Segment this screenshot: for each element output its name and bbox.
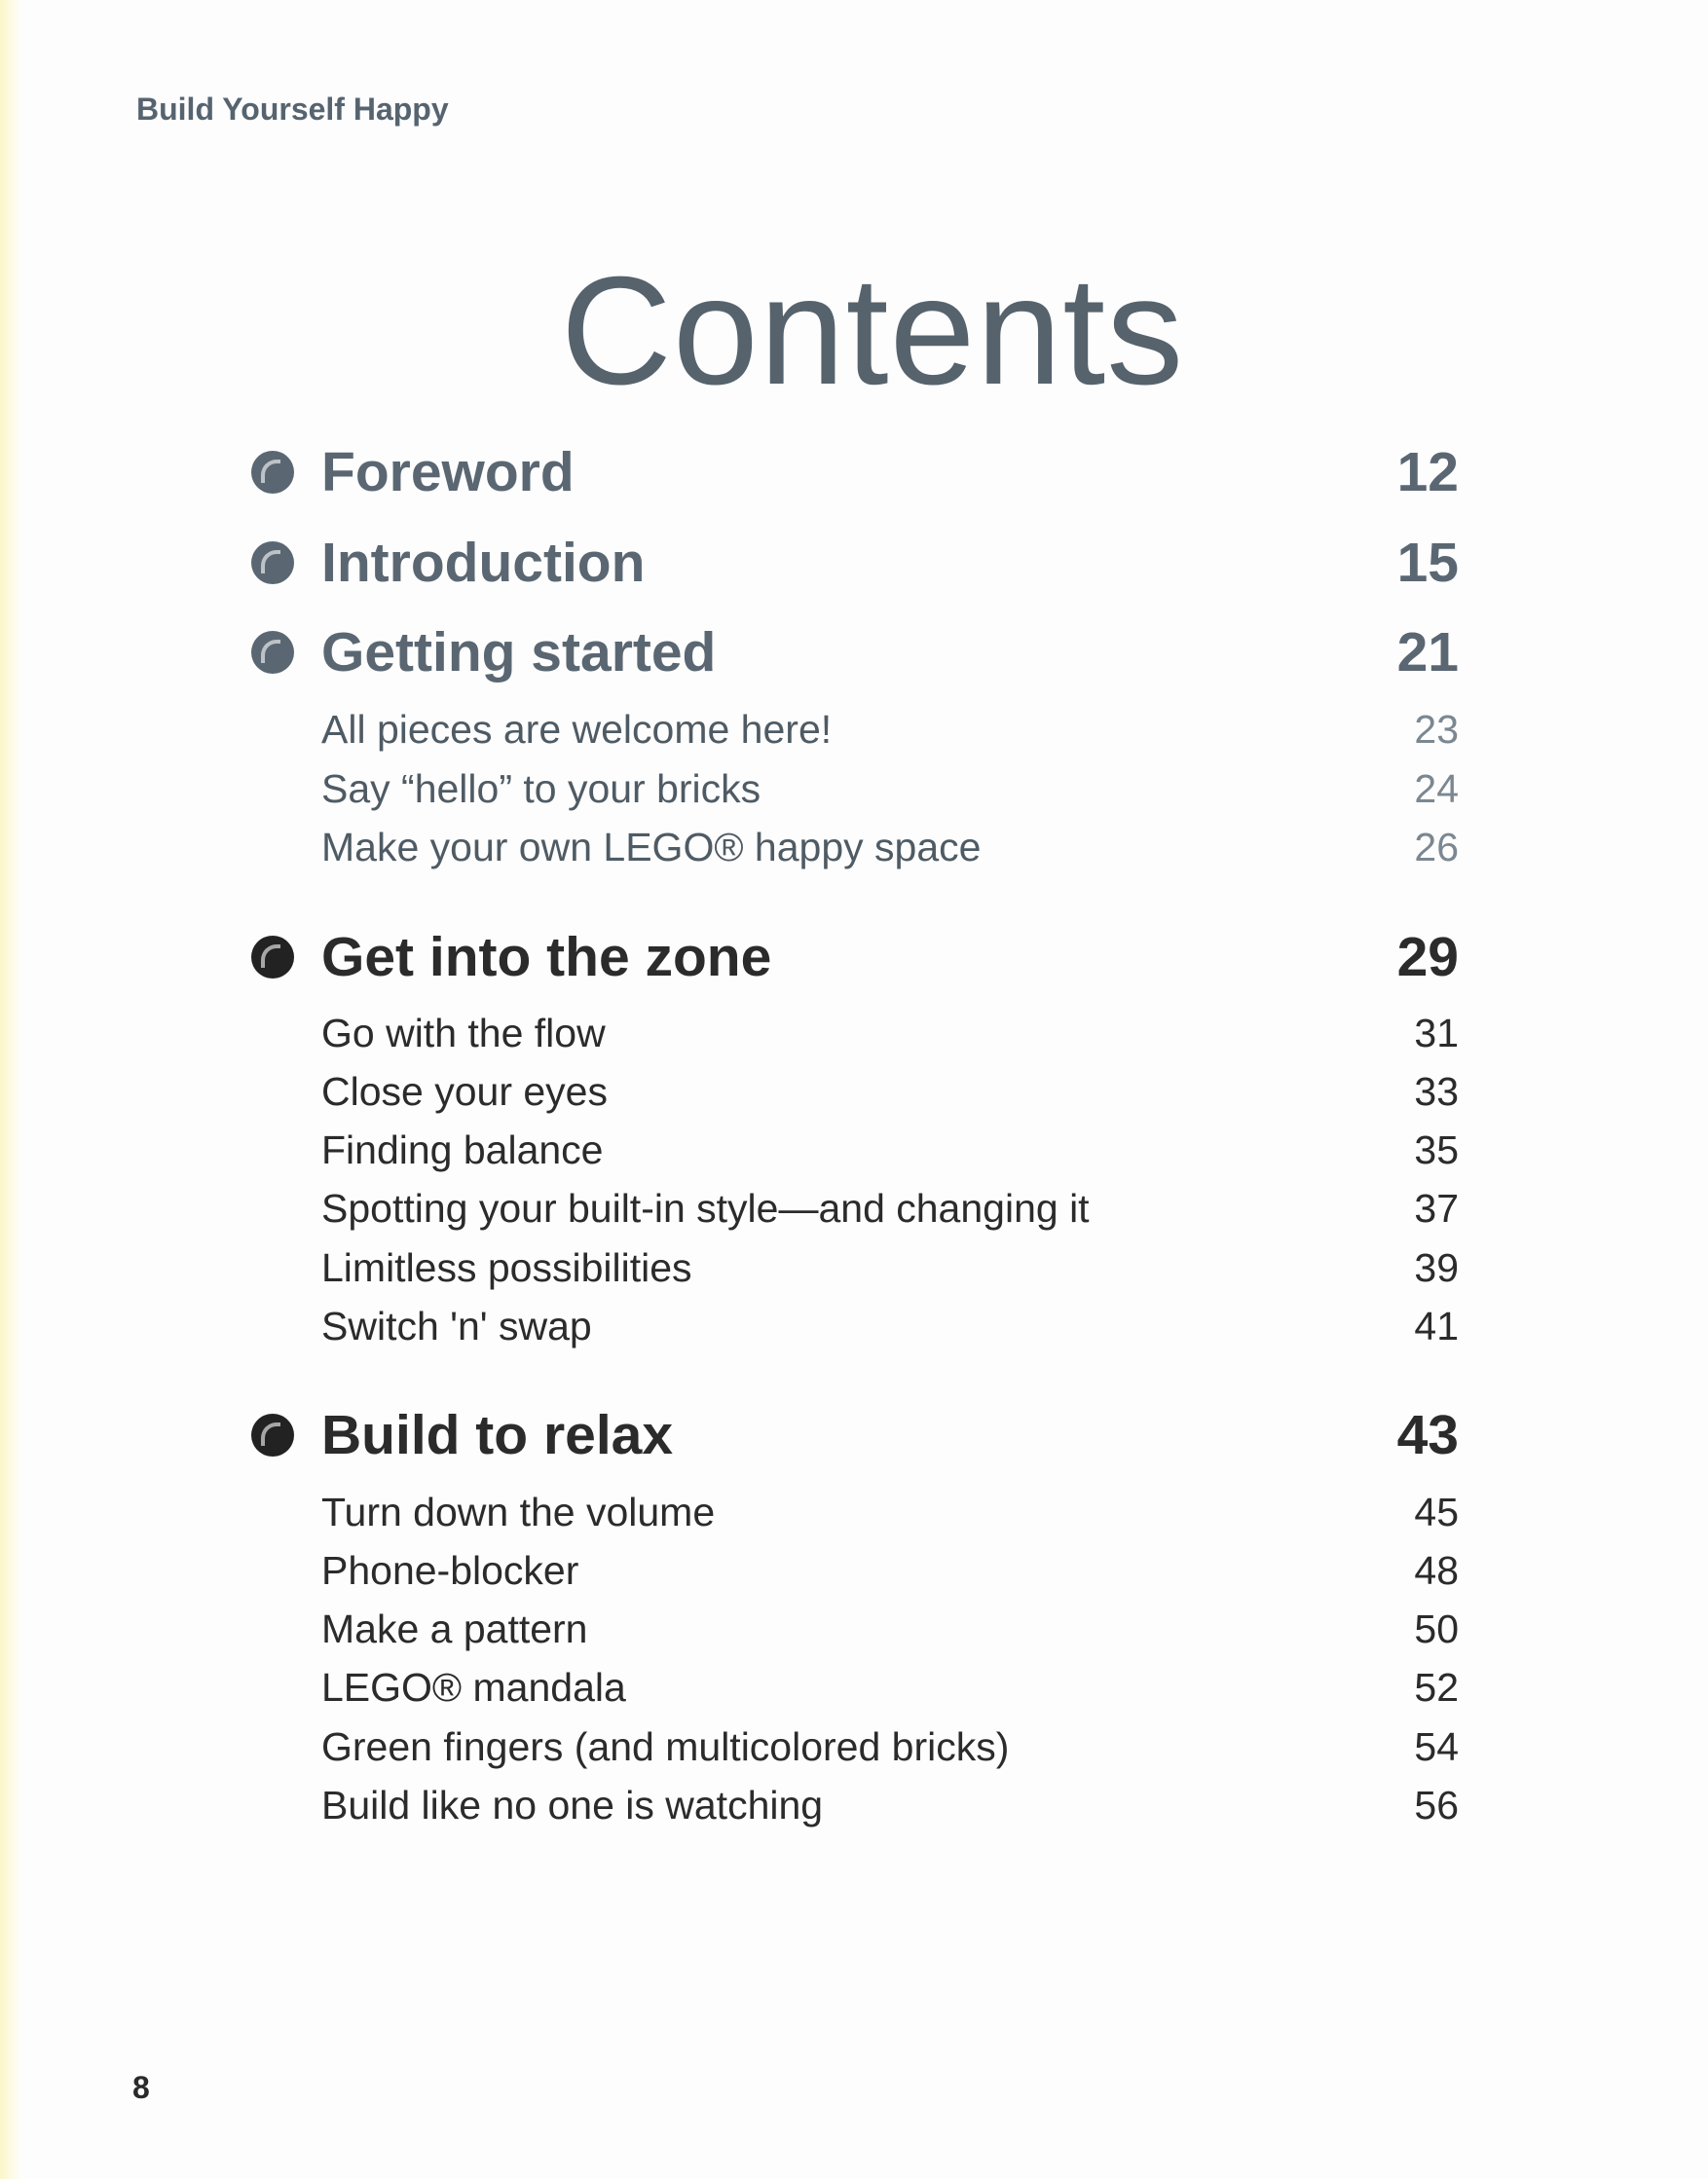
toc-item[interactable] <box>321 1544 1459 1597</box>
item-page: 52 <box>1414 1664 1459 1710</box>
chapter-title: Get into the zone <box>321 926 772 988</box>
brick-bullet-icon <box>251 1414 294 1457</box>
toc-item[interactable] <box>321 1007 1459 1059</box>
toc-item[interactable] <box>321 821 1459 873</box>
brick-bullet-icon <box>251 541 294 584</box>
item-title: Make a pattern <box>321 1606 588 1651</box>
toc-chapter[interactable] <box>321 529 1459 597</box>
page-number: 8 <box>132 2070 150 2105</box>
brick-bullet-icon <box>251 451 294 494</box>
chapter-page: 15 <box>1396 532 1459 594</box>
chapter-title: Getting started <box>321 621 717 683</box>
item-title: Make your own LEGO® happy space <box>321 824 982 869</box>
chapter-title: Build to relax <box>321 1404 674 1466</box>
item-page: 23 <box>1414 706 1459 752</box>
toc-item[interactable] <box>321 1779 1459 1831</box>
chapter-page: 43 <box>1396 1404 1459 1466</box>
chapter-page: 12 <box>1396 441 1459 503</box>
item-title: Green fingers (and multicolored bricks) <box>321 1723 1010 1769</box>
toc-item[interactable] <box>321 1720 1459 1773</box>
item-page: 37 <box>1414 1185 1459 1231</box>
running-head: Build Yourself Happy <box>136 92 449 127</box>
item-title: All pieces are welcome here! <box>321 706 833 752</box>
item-title: Say “hello” to your bricks <box>321 765 761 811</box>
toc-chapter[interactable] <box>321 438 1459 506</box>
toc-item[interactable] <box>321 762 1459 815</box>
toc-item[interactable] <box>321 1300 1459 1352</box>
item-page: 39 <box>1414 1244 1459 1290</box>
item-title: Go with the flow <box>321 1010 606 1055</box>
item-page: 41 <box>1414 1303 1459 1348</box>
toc-item[interactable] <box>321 1124 1459 1176</box>
toc-chapter[interactable] <box>321 1401 1459 1469</box>
item-page: 48 <box>1414 1547 1459 1593</box>
toc-item[interactable] <box>321 1486 1459 1538</box>
item-title: Spotting your built-in style—and changing it <box>321 1185 1090 1231</box>
chapter-page: 21 <box>1396 621 1459 683</box>
item-page: 35 <box>1414 1126 1459 1172</box>
item-title: Build like no one is watching <box>321 1782 824 1828</box>
item-page: 45 <box>1414 1489 1459 1534</box>
page-title: Contents <box>560 245 1185 417</box>
item-page: 26 <box>1414 824 1459 869</box>
item-page: 54 <box>1414 1723 1459 1769</box>
item-page: 33 <box>1414 1068 1459 1114</box>
item-title: Phone-blocker <box>321 1547 579 1593</box>
chapter-page: 29 <box>1396 926 1459 988</box>
item-title: LEGO® mandala <box>321 1664 626 1710</box>
brick-bullet-icon <box>251 631 294 674</box>
toc-item[interactable] <box>321 1603 1459 1655</box>
toc-item[interactable] <box>321 1065 1459 1118</box>
item-page: 50 <box>1414 1606 1459 1651</box>
toc-item[interactable] <box>321 1661 1459 1714</box>
toc-chapter[interactable] <box>321 618 1459 686</box>
toc-item[interactable] <box>321 1182 1459 1235</box>
toc-item[interactable] <box>321 703 1459 756</box>
item-page: 24 <box>1414 765 1459 811</box>
item-page: 56 <box>1414 1782 1459 1828</box>
brick-bullet-icon <box>251 936 294 979</box>
item-title: Finding balance <box>321 1126 604 1172</box>
chapter-title: Introduction <box>321 532 646 594</box>
chapter-title: Foreword <box>321 441 575 503</box>
toc-chapter[interactable] <box>321 923 1459 991</box>
item-title: Limitless possibilities <box>321 1244 692 1290</box>
item-title: Turn down the volume <box>321 1489 716 1534</box>
item-title: Switch 'n' swap <box>321 1303 592 1348</box>
item-page: 31 <box>1414 1010 1459 1055</box>
item-title: Close your eyes <box>321 1068 608 1114</box>
toc-item[interactable] <box>321 1241 1459 1294</box>
